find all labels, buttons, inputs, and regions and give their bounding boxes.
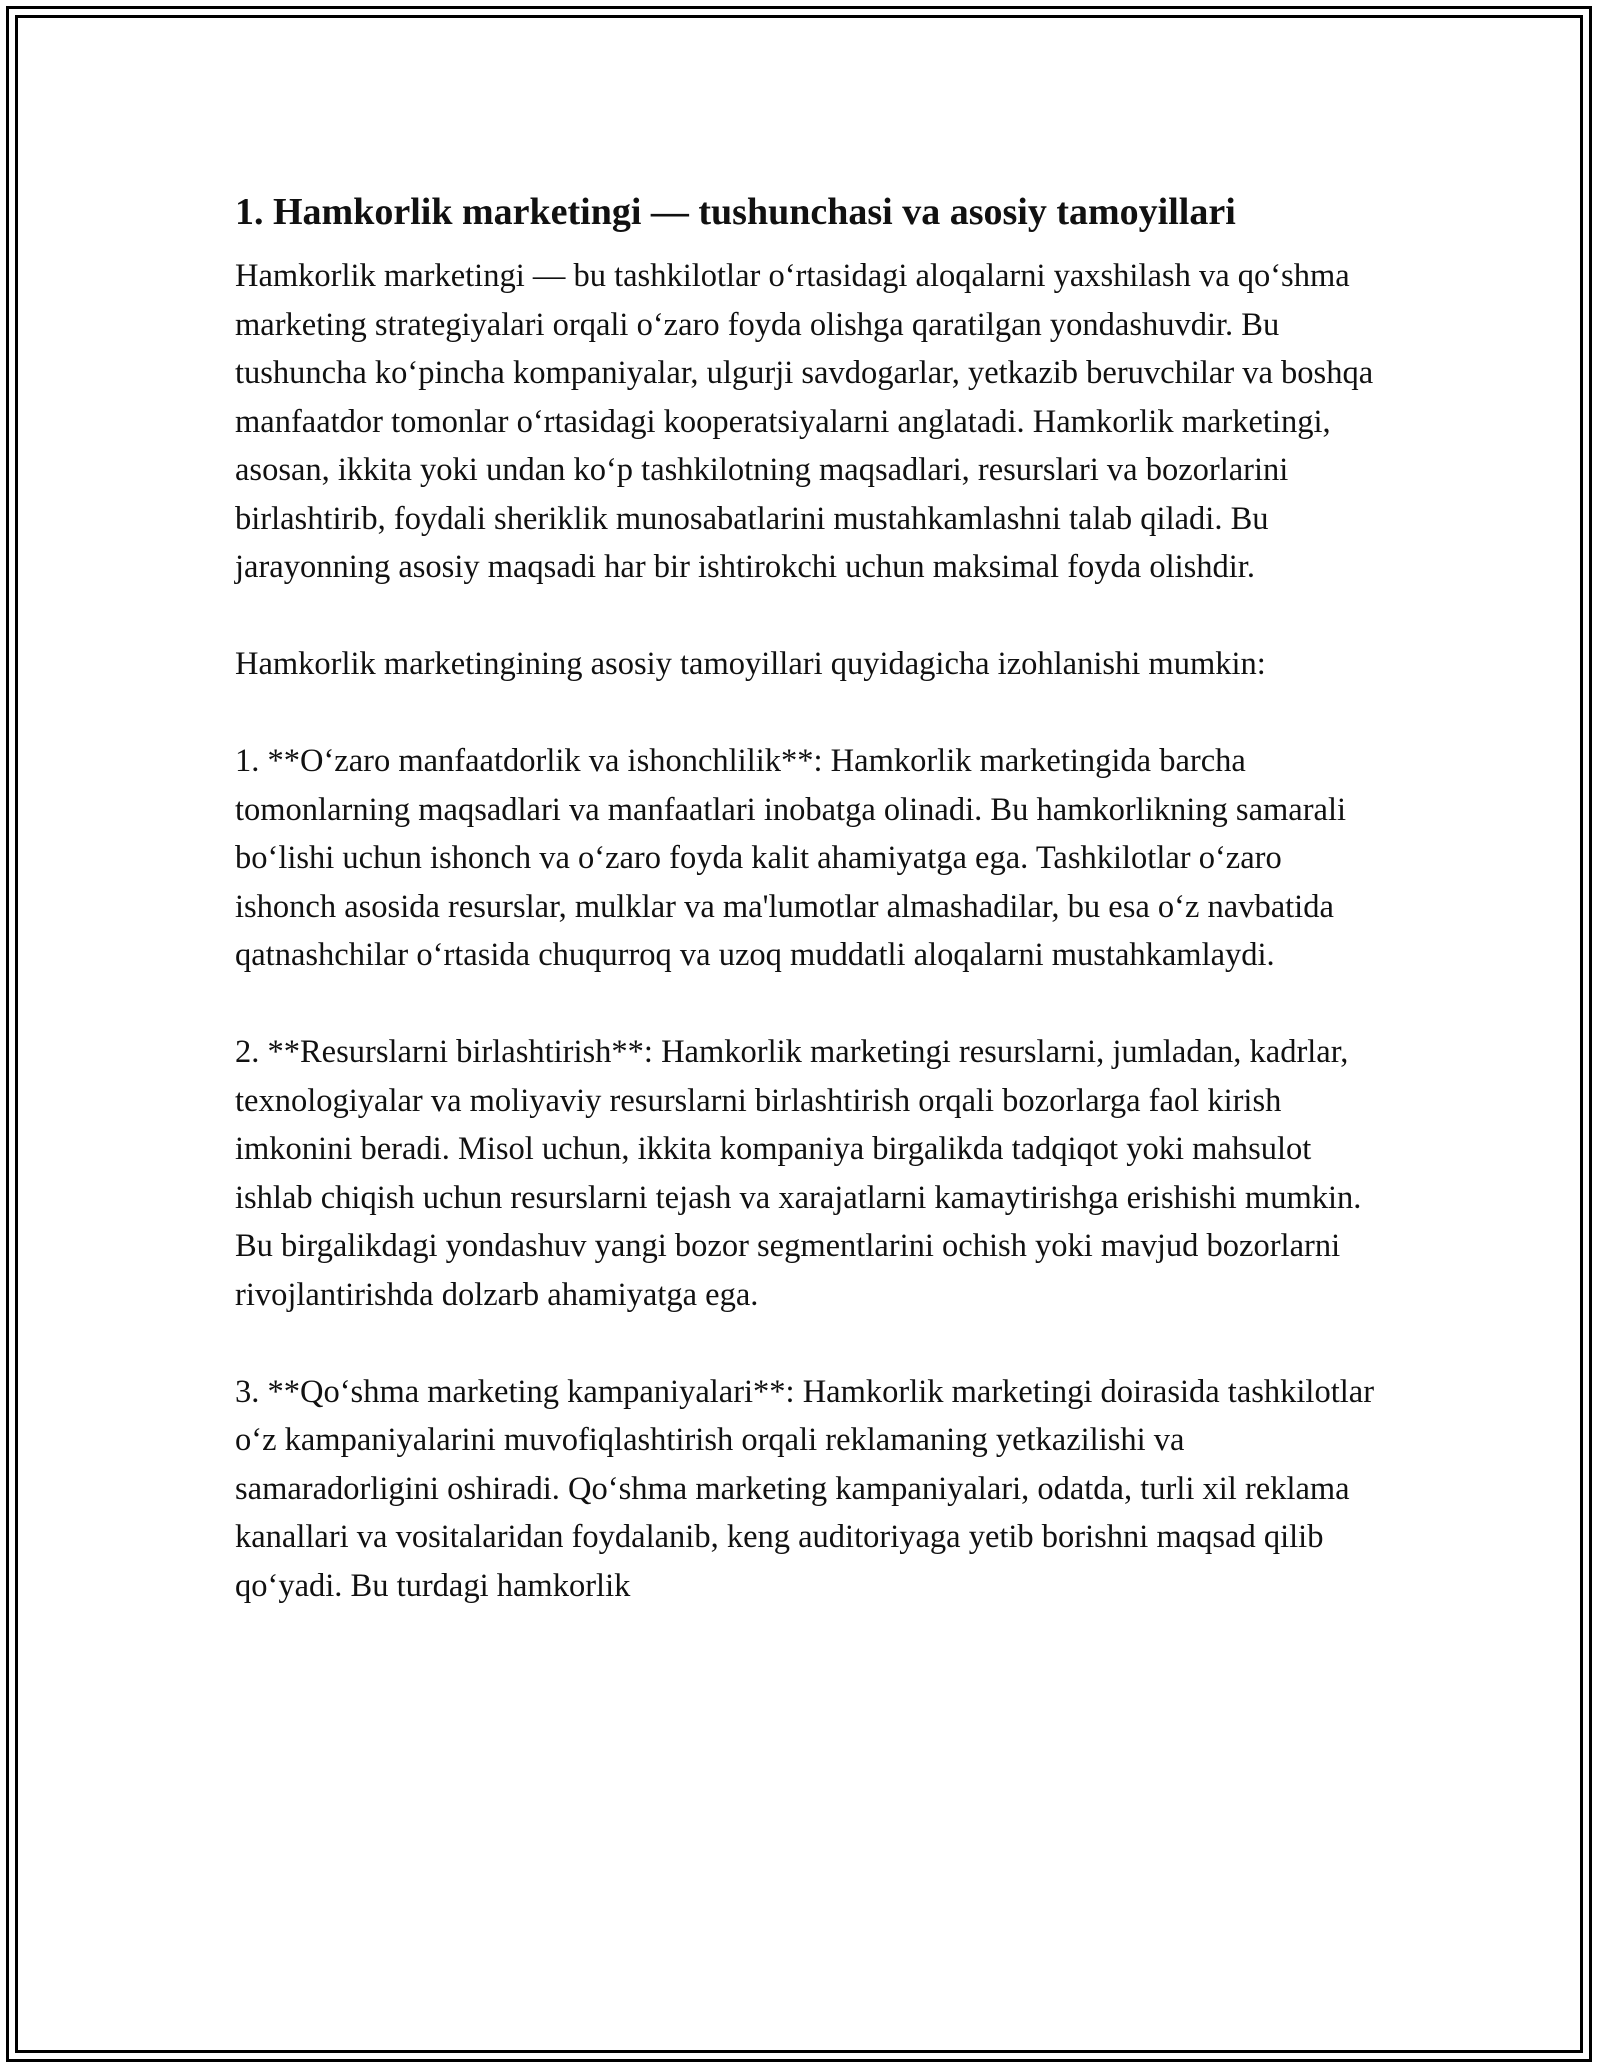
principles-intro-paragraph: Hamkorlik marketingining asosiy tamoyillari quyidagicha izohlanishi mumkin: [235, 646, 1266, 682]
principle-1-paragraph: 1. **O‘zaro manfaatdorlik va ishonchlilik**: Hamkorlik marketingida barcha tomonlarning maqsadlari va manfaatlari inobatga olinadi. Bu hamkorlikning samarali bo‘lishi uchun ishonch va o‘zaro foyda kalit ahamiyatga ega. Tashkilotlar o‘zaro ishonch asosida resurslar, mulklar va ma'lumotlar almashadilar, bu esa o‘z navbatida qatnashchilar o‘rtasida chuqurroq va uzoq muddatli aloqalarni mustahkamlaydi. [235, 743, 1347, 973]
principle-2-paragraph: 2. **Resurslarni birlashtirish**: Hamkorlik marketingi resurslarni, jumladan, kadrlar, texnologiyalar va moliyaviy resurslarni birlashtirish orqali bozorlarga faol kirish imkonini beradi. Misol uchun, ikkita kompaniya birgalikda tadqiqot yoki mahsulot ishlab chiqish uchun resurslarni tejash va xarajatlarni kamaytirishga erishishi mumkin. Bu birgalikdagi yondashuv yangi bozor segmentlarini ochish yoki mavjud bozorlarni rivojlantirishda dolzarb ahamiyatga ega. [235, 1034, 1362, 1313]
intro-paragraph: Hamkorlik marketingi — bu tashkilotlar o‘rtasidagi aloqalarni yaxshilash va qo‘shma marketing strategiyalari orqali o‘zaro foyda olishga qaratilgan yondashuvdir. Bu tushuncha ko‘pincha kompaniyalar, ulgurji savdogarlar, yetkazib beruvchilar va boshqa manfaatdor tomonlar o‘rtasidagi kooperatsiyalarni anglatadi. Hamkorlik marketingi, asosan, ikkita yoki undan ko‘p tashkilotning maqsadlari, resurslari va bozorlarini birlashtirib, foydali sheriklik munosabatlarini mustahkamlashni talab qiladi. Bu jarayonning asosiy maqsadi har bir ishtirokchi uchun maksimal foyda olishdir. [235, 258, 1374, 585]
principle-3-paragraph: 3. **Qo‘shma marketing kampaniyalari**: Hamkorlik marketingi doirasida tashkilotlar o‘z kampaniyalarini muvofiqlashtirish orqali reklamaning yetkazilishi va samaradorligini oshiradi. Qo‘shma marketing kampaniyalari, odatda, turli xil reklama kanallari va vositalaridan foydalanib, keng auditoriyaga yetib borishni maqsad qilib qo‘yadi. Bu turdagi hamkorlik [235, 1373, 1375, 1604]
document-body [235, 186, 1375, 1610]
section-heading: 1. Hamkorlik marketingi — tushunchasi va asosiy tamoyillari [235, 191, 1236, 233]
